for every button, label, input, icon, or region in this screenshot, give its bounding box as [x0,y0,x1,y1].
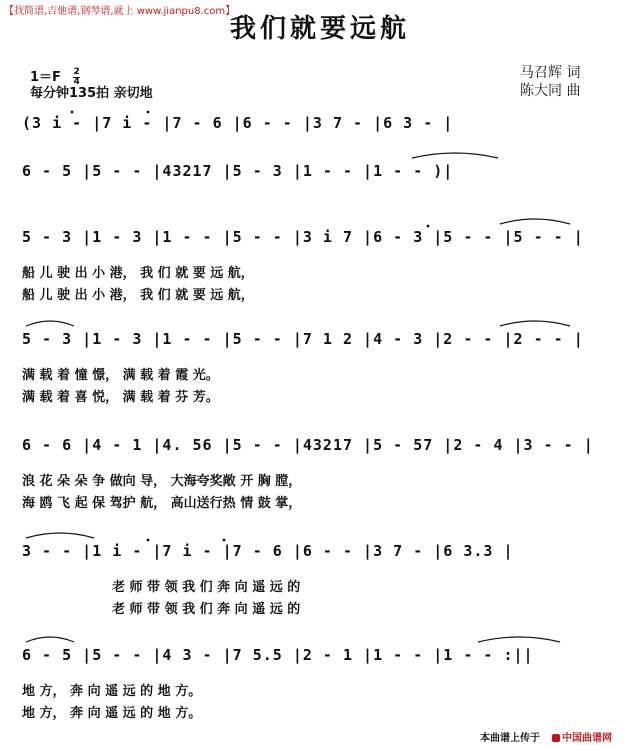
tie-row7-a [26,637,74,642]
tie-row4-a [26,321,74,326]
lyric-row-5-verse-1: 浪 花 朵 朵 争 做向 导， 大海夸奖敞 开 胸 膛， [22,474,302,489]
tie-row3-a [500,219,570,224]
tempo-marking: 每分钟135拍 亲切地 [30,86,153,101]
lyric-row-6-verse-2: 老 师 带 领 我 们 奔 向 遥 远 的 [112,602,301,617]
lyric-row-5-verse-2: 海 鸥 飞 起 保 驾护 航， 高山送行热 情 鼓 掌， [22,496,302,511]
footer-site-name: 中国曲谱网 [562,733,612,744]
high-octave-dot [71,111,74,114]
site-logo-icon [552,734,560,742]
lyricist-name: 马召辉 [520,65,562,81]
score-row-6: 3 - - |1 i - |7 i - |7 - 6 |6 - - |3 7 - |6 3.3 | [22,542,514,560]
tie-row2-a [412,153,498,158]
high-octave-dot [147,539,150,542]
composer-role: 曲 [566,83,581,99]
time-signature-numerator: 2 [73,67,80,77]
key-label: 1＝F [30,70,61,85]
high-octave-dot [147,111,150,114]
lyric-row-4-verse-1: 满 载 着 憧 憬， 满 载 着 霞 光。 [22,368,219,383]
score-row-1: (3 i - |7 i - |7 - 6 |6 - - |3 7 - |6 3 - | [22,114,454,132]
high-octave-dot [427,225,430,228]
score-row-5: 6 - 6 |4 - 1 |4. 56 |5 - - |43217 |5 - 57 |2 - 4 |3 - - | [22,436,594,454]
lyric-row-7-verse-1: 地 方， 奔 向 遥 远 的 地 方。 [22,684,202,699]
footer-site[interactable] [552,729,612,744]
lyric-row-6-verse-1: 老 师 带 领 我 们 奔 向 遥 远 的 [112,580,301,595]
composer-name: 陈大同 [520,83,562,99]
lyricist-credit [520,62,580,82]
high-octave-dot [223,539,226,542]
lyric-row-3-verse-1: 船 儿 驶 出 小 港， 我 们 就 要 远 航， [22,266,254,281]
site-banner[interactable]: 【找简谱,吉他谱,钢琴谱,就上 www.jianpu8.com】 [4,6,236,17]
tie-row7-b [478,637,560,642]
composer-credit [520,80,580,100]
score-row-2: 6 - 5 |5 - - |43217 |5 - 3 |1 - - |1 - - )| [22,162,454,180]
score-row-3: 5 - 3 |1 - 3 |1 - - |5 - - |3 i 7 |6 - 3 |5 - - |5 - - | [22,228,584,246]
tie-row4-b [500,321,570,326]
tie-row6-a [26,533,94,538]
time-signature-denominator: 4 [73,77,80,87]
lyric-row-3-verse-2: 船 儿 驶 出 小 港， 我 们 就 要 远 航， [22,288,254,303]
lyric-row-7-verse-2: 地 方， 奔 向 遥 远 的 地 方。 [22,706,202,721]
lyric-row-4-verse-2: 满 载 着 喜 悦， 满 载 着 芬 芳。 [22,390,219,405]
score-row-4: 5 - 3 |1 - 3 |1 - - |5 - - |7 1 2 |4 - 3 |2 - - |2 - - | [22,330,584,348]
lyricist-role: 词 [566,65,581,81]
song-title: 我们就要远航 [229,14,410,44]
footer-uploaded-label: 本曲谱上传于 [480,733,540,744]
score-row-7: 6 - 5 |5 - - |4 3 - |7 5.5 |2 - 1 |1 - - |1 - - :|| [22,646,534,664]
